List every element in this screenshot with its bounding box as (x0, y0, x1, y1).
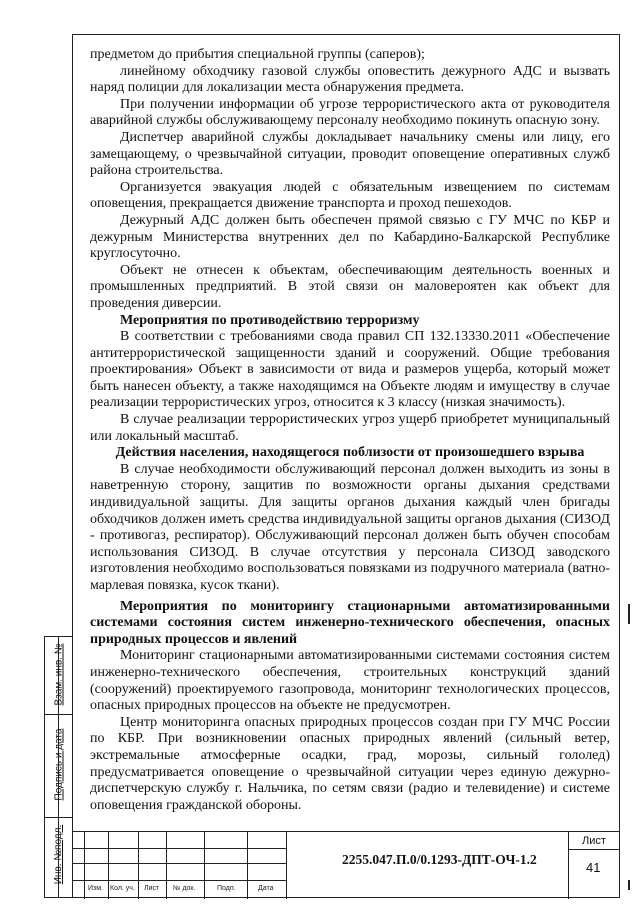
section-heading: Мероприятия по противодействию терроризму (120, 312, 420, 328)
paragraph: Центр мониторинга опасных природных процессов создан при ГУ МЧС России по КБР. При возникновении опасных природных явлений (сильный ветер, экстремальные атмосферные осадки, град, морозы, сильный гололед) предусматривается оповещение о чрезвычайной ситуации через единую дежурно-диспетчерскую службу г. Нальчика, по сетям связи (радио и телевидение) и системе оповещения гражданской обороны. (90, 714, 610, 813)
margin-mark (628, 604, 630, 624)
paragraph: При получении информации об угрозе террористического акта от руководителя аварийной службы обслуживающему персоналу необходимо покинуть опасную зону. (90, 96, 610, 129)
column-label-count: Кол. уч. (110, 885, 135, 892)
column-label-doc-number: № док. (173, 885, 196, 892)
section-heading: Действия населения, находящегося поблизости от произошедшего взрыва (115, 445, 585, 461)
paragraph: линейному обходчику газовой службы оповестить дежурного АДС и вызвать наряд полиции для локализации места обнаружения предмета. (90, 63, 610, 96)
column-label-signature: Подп. (217, 885, 236, 892)
document-body (90, 47, 610, 814)
page-number: 41 (586, 860, 601, 875)
original-inventory-label: Инв. №подл. (53, 824, 64, 885)
paragraph: Дежурный АДС должен быть обеспечен прямой связью с ГУ МЧС по КБР и дежурным Министерства внутренних дел по Кабардино-Балкарской Республике круглосуточно. (90, 212, 610, 262)
paragraph: предметом до прибытия специальной группы (саперов); (90, 47, 425, 62)
side-stamp (44, 636, 72, 898)
paragraph: Организуется эвакуация людей с обязательным извещением по системам оповещения, прекращается движение транспорта и проход пешеходов. (90, 179, 610, 212)
column-label-sheet: Лист (144, 885, 160, 892)
title-block (72, 831, 620, 899)
margin-mark (628, 880, 630, 890)
column-label-date: Дата (258, 885, 274, 892)
paragraph: В случае реализации террористических угроз ущерб приобретет муниципальный или локальный масштаб. (90, 412, 610, 444)
signature-date-label: Подпись и дата (53, 728, 65, 801)
document-code: 2255.047.П.0/0.1293-ДПТ-ОЧ-1.2 (342, 852, 537, 867)
section-heading: Мероприятия по мониторингу стационарными автоматизированными системами состояния систем инженерно-технического обеспечения, опасных природных процессов и явлений (90, 598, 610, 647)
paragraph: Объект не отнесен к объектам, обеспечивающим деятельность военных и промышленных предприятий. В этой связи он маловероятен как объект для проведения диверсии. (90, 262, 610, 311)
paragraph: В соответствии с требованиями свода правил СП 132.13330.2011 «Обеспечение антитеррористической защищенности зданий и сооружений. Общие требования проектирования» Объект в зависимости от вида и размеров ущерба, который может быть нанесен объекту, а также находящимся на Объекте людям и имуществу в случае реализации террористических угроз, относится к 3 классу (низкая значимость). (90, 329, 610, 411)
column-label-change: Изм. (88, 885, 103, 892)
sheet-label: Лист (582, 835, 606, 847)
paragraph: Диспетчер аварийной службы докладывает начальнику смены или лицу, его замещающему, о чрезвычайной ситуации, проводит оповещение оперативных служб района строительства. (90, 129, 610, 179)
paragraph: В случае необходимости обслуживающий персонал должен выходить из зоны в наветренную сторону, защитив по возможности органы дыхания средствами индивидуальной защиты. Для защиты органов дыхания каждый член бригады обходчиков должен иметь средства индивидуальной защиты органов дыхания (СИЗОД - противогаз, респиратор). Обслуживающий персонал должен быть обучен способам использования СИЗОД. В случае отсутствия у персонала СИЗОД заводского изготовления необходимо воспользоваться повязками из подручного материала (ватно-марлевая повязка, кусок ткани). (90, 461, 610, 593)
replacement-inventory-label: Взам. инв. № (53, 643, 65, 706)
paragraph: Мониторинг стационарными автоматизированными системами состояния систем инженерно-технического обеспечения, строительных конструкций зданий (сооружений) проектируемого газопровода, мониторинг технологических процессов, опасных природных процессов на объекте не предусмотрен. (90, 648, 610, 714)
